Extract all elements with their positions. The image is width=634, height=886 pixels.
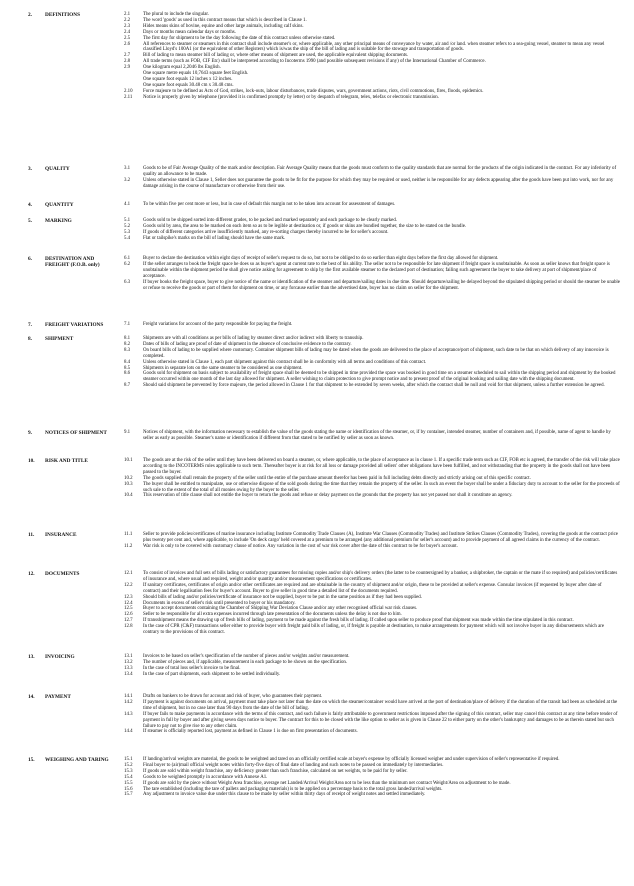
clause-text: Goods sold by area, the area to be marked on each item so as to be legible at destination or, if goods or skins are bundled together, the size to be stated on the bundle. — [143, 223, 467, 229]
clause-number: 15.4 — [124, 774, 133, 780]
section-title: QUALITY — [45, 166, 70, 172]
clause — [124, 672, 620, 678]
clause-number: 15.5 — [124, 780, 133, 786]
section-title: INVOICING — [45, 654, 75, 660]
clause-list — [124, 571, 620, 636]
clause-number: 8.5 — [124, 365, 131, 371]
section-number: 6. — [28, 256, 32, 262]
clause — [124, 430, 620, 442]
clause-text: Any adjustment to invoice value due under this clause to be made by seller within thirty days of receipt of weight notes and settled immediately. — [143, 792, 426, 798]
section-number: 12. — [28, 571, 35, 577]
clause-text: Invoices to be based on seller's specification of the number of pieces and/or weights and/or measurement. — [143, 654, 350, 659]
clause-text: Dates of bills of lading are proof of date of shipment in the absence of conclusive evidence to the contrary. — [143, 341, 352, 347]
section-number: 11. — [28, 532, 35, 538]
clause-text: If steamer is officially reported lost, payment as defined in Clause 1 is due on first presentation of documents. — [143, 729, 358, 735]
clause-number: 2.6 — [124, 41, 131, 47]
section-number: 14. — [28, 694, 35, 700]
clause — [124, 280, 620, 292]
clause-number: 9.1 — [124, 430, 131, 435]
clause-text: In the case of CPR (C&F) transactions seller either to provide buyer with freight paid bills of lading, or, if freight is payable at destination, to make arrangements for payment which will not involve buyer in any disbursements which are contrary to the provisions of this contract. — [143, 624, 605, 636]
clause-number: 8.1 — [124, 336, 131, 341]
section-title: PAYMENT — [45, 694, 71, 700]
clause-number: 15.2 — [124, 762, 133, 768]
clause-number: 11.2 — [124, 543, 133, 549]
clause-number: 8.4 — [124, 359, 131, 365]
clause-text: One square foot equals 12 inches x 12 inches. — [143, 76, 233, 82]
clause — [124, 202, 620, 208]
clause-text: The buyer shall be entitled to manipulate, use or otherwise dispose of the sold goods during the time that they remain the property of the seller. In such an event the buyer shall be under a fiduciary duty to account to the seller for the proceeds of such sale to the extent of the total of all monies owing by the buyer to the seller. — [143, 481, 620, 493]
section-number: 10. — [28, 458, 35, 464]
clause-list — [124, 256, 620, 291]
clause-text: To be within five per cent more or less, but in case of default this margin not to be taken into account for assessment of damages. — [143, 202, 396, 207]
clause-text: If landing/arrival weights are material, the goods to be weighted and tared on an officially certified scale at buyer's expense by officially licensed weigher and under supervision of seller's representative if required. — [143, 757, 560, 762]
clause-number: 10.4 — [124, 493, 133, 499]
section-number: 9. — [28, 430, 32, 436]
clause-text: Seller to provide policies/certificates of marine insurance including Institute Commodity Trade Clauses (A), Institute War Clauses (Commodity Trades) and Institute Strikes Clauses (Commodity Trades), covering the goods at the contract price plus twenty per cent and, where applicable, to include 'On deck cargo' held covered at a premium to be arranged (any additional premium for seller's account) and to provide payment of all agreed claims in the currency of the contract. — [143, 532, 618, 543]
clause-text: The goods are at the risk of the seller until they have been delivered on board a steamer, or, where applicable, to the place of acceptance as in clause 1. If a specific trade term such as CIF, FOB etc is agreed, the transfer of the risk will take place according to the INCOTERMS rules applicable to such term. Thereafter buyer is at risk for all loss or damage provided all sellers' other obligations have been fulfilled, and not withstanding that the property in the goods shall not have been passed to the buyer. — [143, 458, 620, 475]
section-title: DESTINATION AND FREIGHT (F.O.B. only) — [45, 256, 100, 269]
clause-text: Buyer to accept documents containing the Chamber of Shipping War Deviation Clause and/or any other recognised official war risk clauses. — [143, 606, 418, 612]
clause-number: 13.2 — [124, 659, 133, 665]
clause-text: Bill of lading to mean steamer bill of lading or, where other means of shipment are used, the applicable equivalent shipping documents. — [143, 53, 409, 59]
clause — [124, 712, 620, 730]
clause-text: Goods to be weighted promptly in accordance with Annexe A1. — [143, 774, 268, 780]
clause-number: 10.1 — [124, 458, 133, 463]
clause-list — [124, 430, 620, 442]
clause-number: 2.1 — [124, 12, 131, 17]
clause-text: One square metre equals 10,7643 square feet English. — [143, 71, 249, 77]
clause-text: Shipments in separate lots on the same steamer to be considered as one shipment. — [143, 365, 303, 371]
clause-number: 12.4 — [124, 600, 133, 606]
clause — [124, 458, 620, 476]
clause-text: Final buyer to (air)mail official weight notes within forty-five days of final date of landing and such notes to be passed on immediately by intermediaries. — [143, 762, 444, 768]
clause — [124, 624, 620, 636]
clause-number: 15.3 — [124, 768, 133, 774]
clause-text: Should bills of lading and/or policies/certificate of insurance not be supplied, buyer to be put in the same position as if they had been supplied. — [143, 594, 422, 600]
clause-text: Goods sold for shipment on basis subject to availability of freight space shall be deemed to be shipped in time provided the space was booked in good time on a steamer scheduled to sail within the shipping period and shipment by the booked steamer occurred within one month of the last day allowed for shipment. A seller wishing to claim protection to give prompt notice and to present proof of the original booking and sailing date with the shipping document. — [143, 371, 616, 383]
clause-number: 7.1 — [124, 322, 131, 327]
clause-text: Buyer to declare the destination within eight days of receipt of seller's request to do so, but not to be obliged to do so earlier than eight days before the first day allowed for shipment. — [143, 256, 499, 261]
clause-text: If goods of different categories arrive insufficiently marked, any re-sorting charges thereby incurred to be for seller's account. — [143, 229, 389, 235]
clause — [124, 544, 620, 550]
clause-list — [124, 336, 620, 389]
clause-number: 2.11 — [124, 94, 133, 100]
clause-number: 4.1 — [124, 202, 131, 207]
clause — [124, 166, 620, 178]
clause-number: 8.7 — [124, 383, 131, 389]
clause — [124, 583, 620, 595]
section-title: QUANTITY — [45, 202, 74, 208]
clause-number: 2.2 — [124, 17, 131, 23]
clause-number: 13.3 — [124, 665, 133, 671]
clause-number: 12.8 — [124, 624, 133, 630]
clause — [124, 532, 620, 544]
clause-text: If transshipment means the drawing up of fresh bills of lading, payment to be made against the fresh bills of lading. If called upon seller to produce proof that shipment was made within the time stipulated in this contract. — [143, 618, 574, 624]
clause — [124, 262, 620, 280]
section-title: DEFINITIONS — [45, 12, 81, 18]
clause-number: 10.2 — [124, 475, 133, 481]
section-title: INSURANCE — [45, 532, 77, 538]
clause-text: To consist of invoices and full sets of bills lading or satisfactory guarantees for missing copies and/or ship's delivery orders (the latter to be countersigned by a banker, a shipbroker, the captain or the mate if so required) and policies/certificates of insurance and, where usual and required, weight and/or quantity and/or measurement specifications or certificates. — [143, 571, 618, 582]
clause — [124, 700, 620, 712]
clause — [124, 42, 620, 54]
clause-text: Days or months mean calendar days or months. — [143, 29, 236, 35]
clause-number: 12.2 — [124, 582, 133, 588]
section-title: MARKING — [45, 218, 72, 224]
clause-text: Flat or tailspike's marks on the bill of lading should have the same mark. — [143, 235, 286, 241]
clause-number: 5.1 — [124, 218, 131, 223]
clause-number: 11.1 — [124, 532, 133, 537]
clause-text: Freight variations for account of the party responsible for paying the freight. — [143, 322, 293, 327]
clause — [124, 482, 620, 494]
clause-number: 15.1 — [124, 757, 133, 762]
clause — [124, 792, 620, 798]
clause-number: 8.2 — [124, 341, 131, 347]
clause-text: This reservation of title clause shall not entitle the buyer to return the goods and refuse or delay payment on the grounds that the property has not yet passed nor shall it constitute an agency. — [143, 493, 513, 499]
clause — [124, 729, 620, 735]
clause-list — [124, 458, 620, 499]
clause-list — [124, 654, 620, 678]
clause — [124, 493, 620, 499]
clause-text: In the case of part shipments, each shipment to be settled individually. — [143, 671, 281, 677]
clause — [124, 383, 620, 389]
clause-text: The word 'goods' as used in this contract means that which is described in Clause 1. — [143, 17, 307, 23]
clause-list — [124, 322, 620, 328]
clause-text: If buyer fails to make payments in accordance with the terms of this contract, and such failure is fairly attributable to government restrictions imposed after the signing of this contract, seller may cancel this contract at any time before tender of payment in full by buyer and after giving seven days notice to buyer. The contract for this to be closed with the like option to seller as is given in Clause 22 to either party on the other's bankruptcy and damages to be as therein stated but such failure to pay not to give rise to any other claim. — [143, 711, 618, 729]
clause-text: Drafts on bankers to be drawn for account and risk of buyer, who guarantees their payment. — [143, 694, 323, 699]
clause-text: Hides means skins of bovine, equine and other large animals, including calf skins. — [143, 23, 304, 29]
clause-text: Shipments are with all conditions as per bills of lading by steamer direct and/or indirect with liberty to transship. — [143, 336, 364, 341]
clause-text: One square foot equals 30.48 cm x 30.48 cms. — [143, 82, 234, 88]
clause-number: 10.3 — [124, 481, 133, 487]
clause-text: War risk is only to be covered with customary clause of notice. Any variation in the cost of war risk cover after the date of this contract to be for buyer's account. — [143, 543, 458, 549]
clause-number: 2.4 — [124, 29, 131, 35]
section-title: RISK AND TITLE — [45, 458, 88, 464]
clause — [124, 322, 620, 328]
clause-number: 6.2 — [124, 261, 131, 267]
section-title: DOCUMENTS — [45, 571, 80, 577]
clause-text: Goods sold to be shipped sorted into different grades, to be packed and marked separately and each package to be clearly marked. — [143, 218, 397, 223]
clause-list — [124, 12, 620, 101]
clause-list — [124, 218, 620, 242]
clause-text: If payment is against documents on arrival, payment must take place not later than the date on which the steamer/container would have arrived at the port of destination/place of delivery if the duration of the transit had been as scheduled at the time of shipment, but in no case later than 90 days from the date of the bill of lading. — [143, 699, 618, 711]
clause-text: In the case of total loss seller's invoice to be final. — [143, 665, 241, 671]
clause-number: 2.5 — [124, 35, 131, 41]
clause-number: 15.6 — [124, 786, 133, 792]
clause-list — [124, 694, 620, 735]
section-title: WEIGHING AND TARING — [45, 757, 109, 763]
clause-list — [124, 532, 620, 550]
clause-text: All trade terms (such as FOB, CIF Etc) shall be interpreted according to Incoterms 1990 (and possible subsequent revisions if any) of the International Chamber of Commerce. — [143, 59, 486, 65]
clause-text: Unless otherwise stated in Clause 1, Seller does not guarantee the goods to be fit for the purpose for which they may be required or used, neither is he responsible for any defects appearing after the goods have been put into work, nor for any damage arising in the course of manufacture or otherwise from their use. — [143, 177, 614, 189]
section-number: 15. — [28, 757, 35, 763]
clause-text: Notice is properly given by telephone (provided it is confirmed promptly by letter) or by despatch of telegram, telex, telefax or electronic transmission. — [143, 94, 439, 100]
section-number: 13. — [28, 654, 35, 660]
clause-number: 2.3 — [124, 23, 131, 29]
clause-text: If goods are sold by the piece without Weight Area franchise, average net Landed/Arrival Weight/Area not to be less than the minimum net contract Weight/Area on adjustment to be made. — [143, 780, 511, 786]
clause-text: If the seller arranges to book the freight space he does so as buyer's agent at current rate to the best of his ability. The seller not to be responsible for late shipment if freight space is unobtainable. As soon as seller knows that freight space is unobtainable within the shipment period he shall give notice asking for agreement to ship by the first available steamer to the declared port of destination; failing such agreement the buyer to take delivery at port of shipment/place of acceptance. — [143, 261, 610, 279]
section-number: 3. — [28, 166, 32, 172]
clause-text: On board bills of lading to be supplied where customary. Container shipment bills of lading may be dated when the goods are delivered to the place of acceptance/port of shipment, such date to be that on which delivery of any innovoice is completed. — [143, 347, 609, 359]
clause-text: Goods to be of Fair Average Quality of the mark and/or description. Fair Average Quality means that the goods must conform to the quality standards that are normal for the products of the origin indicated in the contract. For any inferiority of quality an allowance to be made. — [143, 166, 617, 177]
clause-number: 14.3 — [124, 711, 133, 717]
clause-number: 14.2 — [124, 699, 133, 705]
clause-number: 3.2 — [124, 177, 131, 183]
clause-text: One kilogram equal 2,2046 lbs English. — [143, 65, 221, 71]
clause-text: If goods are sold within weight franchise, any deficiency greater than such franchise, calculated on net weights, to be paid for by seller. — [143, 768, 408, 774]
clause-number: 8.6 — [124, 371, 131, 377]
section-number: 2. — [28, 12, 32, 18]
clause-text: If sanitary certificates, certificates of origin and/or other certificates are required and are obtainable in the country of shipment and/or origin, these to be provided at seller's expense. Consular invoices (if requested by buyer after date of contract) and their legalisation fees for buyer's account. Buyer to give seller in good time a detailed list of the documents required. — [143, 582, 602, 594]
clause-number: 13.4 — [124, 671, 133, 677]
clause-list — [124, 757, 620, 798]
clause-number: 12.6 — [124, 612, 133, 618]
clause — [124, 348, 620, 360]
clause-text: Notices of shipment, with the information necessary to establish the value of the goods stating the name or identification of the steamer, or, if by container, intended steamer, number of containers and, if possible, name of agent to handle by seller as early as possible. Steamer's name or identification if different from that stated to be notified by seller as soon as known. — [143, 430, 611, 441]
clause-number: 6.3 — [124, 279, 131, 285]
clause-number: 8.3 — [124, 347, 131, 353]
clause-text: Documents in excess of seller's risk until presented to buyer or his mandatory. — [143, 600, 296, 606]
clause-number: 14.1 — [124, 694, 133, 699]
clause-text: The number of pieces and, if applicable, measurement in each package to be shown on the specification. — [143, 659, 348, 665]
clause — [124, 371, 620, 383]
clause-number: 2.9 — [124, 65, 131, 71]
clause-number: 2.8 — [124, 59, 131, 65]
clause-text: The plural to include the singular. — [143, 12, 210, 17]
clause — [124, 571, 620, 583]
clause-number: 15.7 — [124, 792, 133, 798]
clause-text: Unless otherwise stated in Clause 1, each part shipment against this contract shall be in conformity with all terms and conditions of this contract. — [143, 359, 427, 365]
clause-text: All references to steamer or steamers in this contract shall include steamer's or, where applicable, any other principal means of conveyance by water, air and /or land. when steamer refers to a sea-going vessel, steamer to mean any vessel classified Lloyd's 100A1 (or the equivalent of other Registers) which is/was the ship of the bill of lading and is suitable for the stowage and transportation of goods. — [143, 41, 605, 53]
section-number: 4. — [28, 202, 32, 208]
clause-text: Seller to be responsible for all extra expenses incurred through late presentation of the documents unless the delay is not due to him. — [143, 612, 402, 618]
clause-text: Should said shipment be prevented by force majeure, the period allowed in Clause 1 for that shipment to be extended by seven weeks, after which the contract shall be null and void for that shipment, unless a further extension be agreed. — [143, 383, 605, 389]
clause-number: 2.7 — [124, 53, 131, 59]
clause — [124, 236, 620, 242]
section-number: 7. — [28, 322, 32, 328]
clause-text: The goods supplied shall remain the property of the seller until the entire of the purchase amount therefor has been paid in full including debts directly and strictly arising out of this specific contract. — [143, 475, 531, 481]
clause — [124, 178, 620, 190]
clause-text: The tare established (including the tare of pallets and packaging materials) is to be applied on a percentage basis to the total gross landed/arrival weights. — [143, 786, 443, 792]
clause-text: The first day for shipment to be the day following the date of this contract unless otherwise stated. — [143, 35, 336, 41]
section-title: SHIPMENT — [45, 336, 74, 342]
section-title: FREIGHT VARIATIONS — [45, 322, 104, 328]
clause-number: 12.5 — [124, 606, 133, 612]
clause-number: 14.4 — [124, 729, 133, 735]
clause-number: 13.1 — [124, 654, 133, 659]
section-title: NOTICES OF SHIPMENT — [45, 430, 107, 436]
clause-number: 5.4 — [124, 235, 131, 241]
clause-number: 5.3 — [124, 229, 131, 235]
clause-number: 12.3 — [124, 594, 133, 600]
clause-number: 3.1 — [124, 166, 131, 171]
clause-text: If buyer books the freight space, buyer to give notice of the name or identification of the steamer and departure/sailing dates in due time. Should departure/sailing be delayed beyond the stipulated shipping period or should the steamer be unable or refuse to receive the goods or part of them for shipment on time, or any forcause earlier than the advertised date, buyer has no claim on seller for the shipment. — [143, 279, 620, 291]
clause-number: 5.2 — [124, 223, 131, 229]
clause-list — [124, 166, 620, 190]
section-number: 8. — [28, 336, 32, 342]
section-number: 5. — [28, 218, 32, 224]
clause-text: Force majeure to be defined as Acts of God, strikes, lock-outs, labour disturbances, trade disputes, wars, government actions, riots, civil commotions, fires, floods, epidemics. — [143, 88, 484, 94]
clause-number: 12.1 — [124, 571, 133, 576]
clause-number: 2.10 — [124, 88, 133, 94]
clause — [124, 95, 620, 101]
clause-list — [124, 202, 620, 208]
clause-number: 6.1 — [124, 256, 131, 261]
clause-number: 12.7 — [124, 618, 133, 624]
